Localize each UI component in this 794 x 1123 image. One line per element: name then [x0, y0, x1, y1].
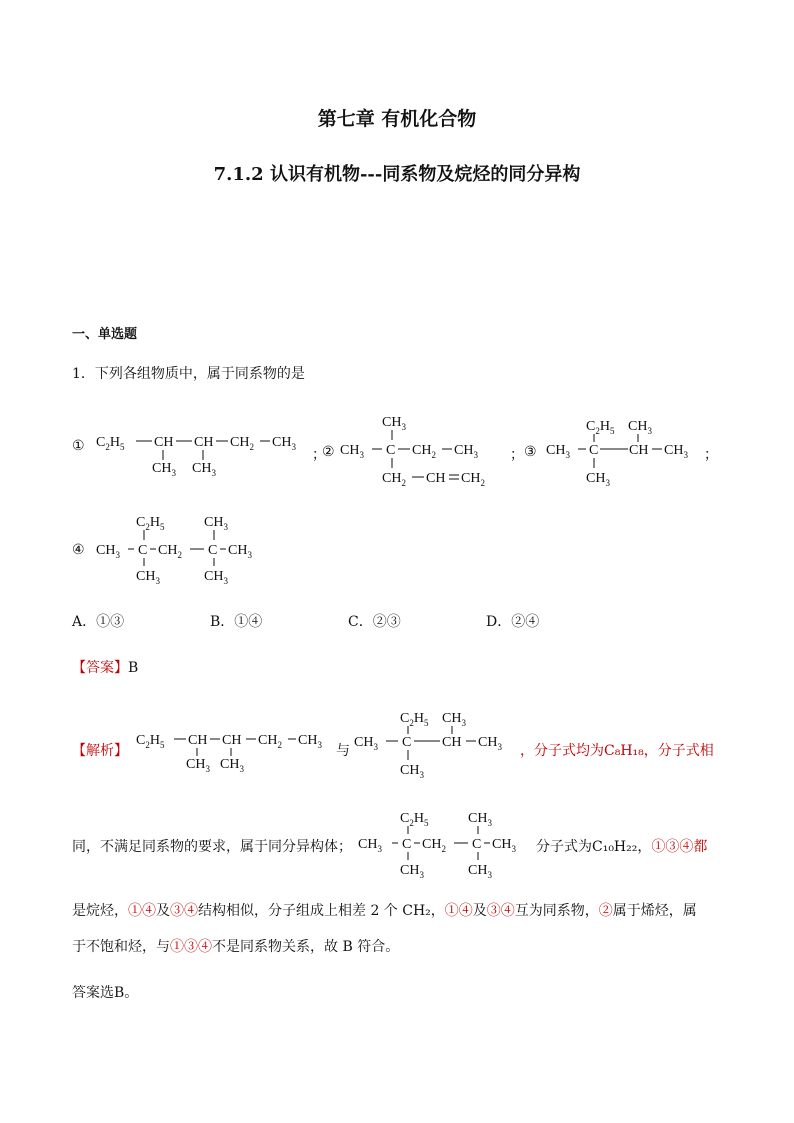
analysis-line-4 — [72, 936, 399, 956]
group-ch3: $CH_3$ — [272, 435, 296, 452]
analysis-refs: ③④ — [170, 903, 198, 919]
group-ch: CH — [426, 471, 446, 486]
separator: ； — [704, 447, 718, 463]
group-ch3: $CH_3$ — [400, 863, 424, 880]
analysis-text: 及 — [156, 903, 170, 919]
group-ch3: $CH_3$ — [468, 863, 492, 880]
group-ch3: $CH_3$ — [400, 763, 424, 780]
analysis-label: 【解析】 — [72, 743, 128, 759]
analysis-text: 是烷烃， — [72, 903, 128, 919]
marker-1: ① — [72, 439, 85, 454]
group-c: C — [138, 543, 148, 558]
group-ch: CH — [154, 435, 174, 450]
group-c2h5: $C_2H_5$ — [586, 419, 615, 436]
structure-4 — [70, 508, 270, 588]
structure-1 — [70, 420, 310, 480]
group-c: C — [402, 735, 412, 750]
group-ch2: $CH_2$ — [422, 837, 446, 854]
separator: ； — [312, 447, 326, 463]
option-b[interactable]: B．①④ — [210, 614, 263, 630]
group-ch3: $CH_3$ — [228, 543, 252, 560]
group-c: C — [472, 837, 482, 852]
structure-3 — [524, 412, 714, 492]
group-c: C — [589, 443, 599, 458]
analysis-text: 结构相似，分子组成上相差 2 个 CH₂， — [198, 903, 445, 919]
group-ch2: $CH_2$ — [461, 471, 485, 488]
group-c2h5: $C_2H_5$ — [400, 711, 429, 728]
analysis-structure-4 — [356, 806, 532, 880]
analysis-connector: 与 — [336, 743, 350, 759]
analysis-refs: ①④ — [128, 903, 156, 919]
analysis-text-2a: 同，不满足同系物的要求，属于同分异构体； — [72, 839, 352, 855]
group-ch: CH — [442, 735, 462, 750]
answer-label: 【答案】 — [72, 660, 128, 676]
group-ch3: $CH_3$ — [186, 757, 210, 774]
marker-2: ② — [322, 445, 335, 460]
analysis-text: 及 — [472, 903, 487, 919]
group-ch3: $CH_3$ — [192, 461, 216, 478]
group-ch3: $CH_3$ — [340, 443, 364, 460]
group-c: C — [386, 443, 396, 458]
group-ch3: $CH_3$ — [492, 837, 516, 854]
group-c2h5: $C_2H_5$ — [96, 435, 125, 452]
group-ch3: $CH_3$ — [96, 543, 120, 560]
group-ch3: $CH_3$ — [546, 443, 570, 460]
analysis-formula: 分子式为C₁₀H₂₂， — [536, 839, 652, 855]
analysis-line-3 — [72, 900, 697, 920]
chapter-title: 第七章 有机化合物 — [317, 108, 477, 130]
structure-2 — [322, 408, 502, 488]
option-c[interactable]: C．②③ — [348, 614, 401, 630]
analysis-structure-1 — [134, 722, 334, 778]
group-ch3: $CH_3$ — [628, 419, 652, 436]
group-c: C — [208, 543, 218, 558]
answer-line — [72, 657, 138, 677]
group-ch: CH — [222, 733, 242, 748]
group-ch3: $CH_3$ — [204, 515, 228, 532]
group-ch3: $CH_3$ — [478, 735, 502, 752]
group-ch3: $CH_3$ — [298, 733, 322, 750]
option-d[interactable]: D．②④ — [486, 614, 540, 630]
group-c2h5: $C_2H_5$ — [136, 515, 165, 532]
group-c2h5: $C_2H_5$ — [136, 733, 165, 750]
analysis-text-1: ，分子式均为C₈H₁₈，分子式相 — [520, 743, 714, 759]
answer-value: B — [128, 660, 139, 676]
question-stem: 1．下列各组物质中，属于同系物的是 — [72, 366, 305, 382]
analysis-text-2d: 都 — [693, 839, 708, 855]
group-ch2: $CH_2$ — [258, 733, 282, 750]
analysis-refs: ①③④ — [170, 939, 212, 955]
group-ch2: $CH_2$ — [158, 543, 182, 560]
analysis-refs: ①③④ — [651, 839, 694, 855]
group-ch2: $CH_2$ — [412, 443, 436, 460]
group-ch3: $CH_3$ — [454, 443, 478, 460]
analysis-text: 于不饱和烃，与 — [72, 939, 170, 955]
group-ch3: $CH_3$ — [152, 461, 176, 478]
group-ch2: $CH_2$ — [230, 435, 254, 452]
group-ch3: $CH_3$ — [220, 757, 244, 774]
group-ch3: $CH_3$ — [468, 811, 492, 828]
analysis-text-2b — [536, 836, 707, 856]
marker-4: ④ — [72, 543, 85, 558]
group-ch: CH — [194, 435, 214, 450]
group-ch3: $CH_3$ — [204, 569, 228, 586]
group-ch: CH — [188, 733, 208, 748]
analysis-text: 互为同系物， — [514, 903, 599, 919]
analysis-refs: ①④ — [444, 903, 473, 919]
group-ch3: $CH_3$ — [586, 471, 610, 488]
group-ch3: $CH_3$ — [442, 711, 466, 728]
analysis-refs: ② — [598, 903, 613, 919]
marker-3: ③ — [524, 445, 537, 460]
analysis-text: 属于烯烃，属 — [612, 903, 697, 919]
group-ch2: $CH_2$ — [382, 471, 406, 488]
group-ch3: $CH_3$ — [664, 443, 688, 460]
group-ch: CH — [629, 443, 649, 458]
analysis-text: 不是同系物关系，故 B 符合。 — [212, 939, 400, 955]
lesson-title: 7.1.2 认识有机物---同系物及烷烃的同分异构 — [213, 164, 581, 185]
group-ch3: $CH_3$ — [354, 735, 378, 752]
group-c2h5: $C_2H_5$ — [400, 811, 429, 828]
section-title: 一、单选题 — [72, 327, 138, 342]
group-ch3: $CH_3$ — [382, 415, 406, 432]
option-a[interactable]: A．①③ — [72, 614, 125, 630]
separator: ； — [510, 447, 524, 463]
conclusion: 答案选B。 — [72, 985, 139, 1001]
group-c: C — [402, 837, 412, 852]
analysis-structure-3 — [352, 704, 522, 784]
analysis-refs: ③④ — [486, 903, 515, 919]
group-ch3: $CH_3$ — [136, 569, 160, 586]
group-ch3: $CH_3$ — [358, 837, 382, 854]
